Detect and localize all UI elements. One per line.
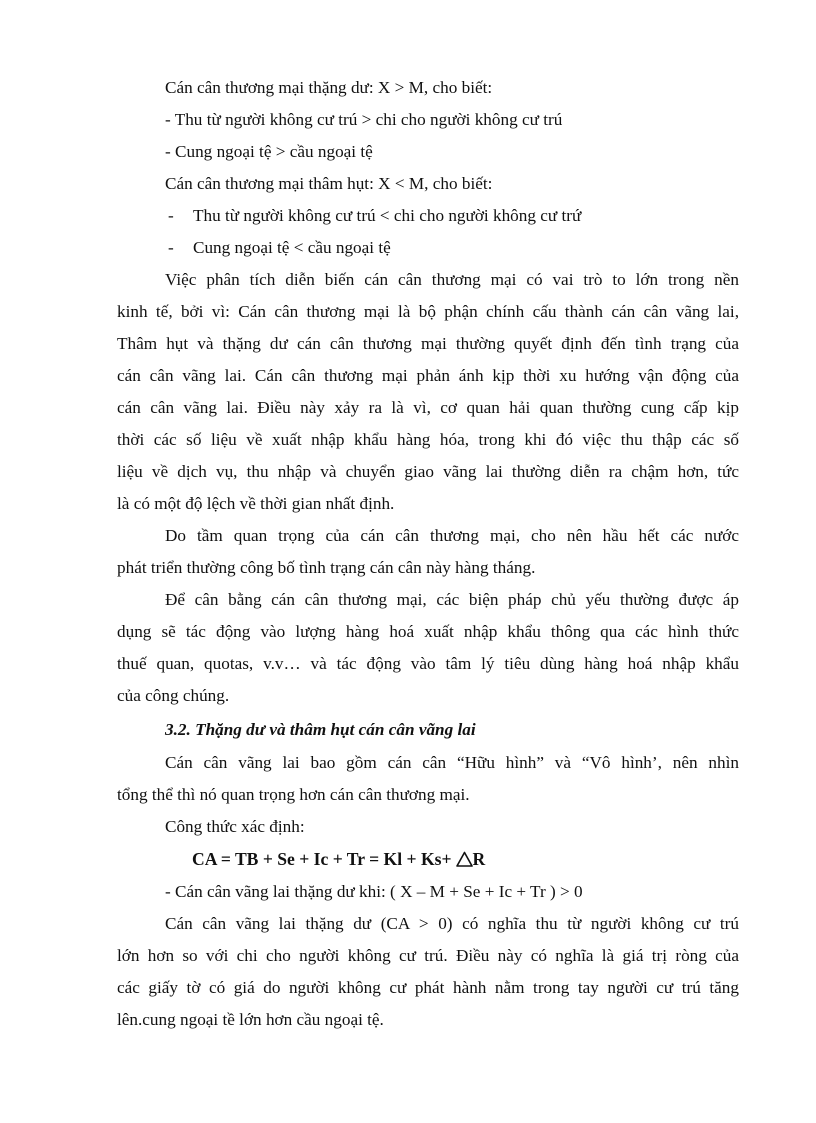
paragraph-line: kinh tế, bởi vì: Cán cân thương mại là bộ phận chính cấu thành cán cân vãng lai, (117, 302, 739, 321)
paragraph-line: dụng sẽ tác động vào lượng hàng hoá xuất nhập khẩu thông qua các hình thức (117, 622, 739, 641)
bullet-dash: - (168, 238, 174, 257)
text-line: - Cung ngoại tệ > cầu ngoại tệ (165, 142, 373, 161)
paragraph-line: cán cân vãng lai. Điều này xảy ra là vì, cơ quan hải quan thường cung cấp kịp (117, 398, 739, 417)
paragraph-line: các giấy tờ có giá do người không cư phát hành nằm trong tay người cư trú tăng (117, 978, 739, 997)
paragraph-line: liệu về dịch vụ, thu nhập và chuyển giao vãng lai thường diễn ra chậm hơn, tức (117, 462, 739, 481)
text-line: - Thu từ người không cư trú > chi cho người không cư trú (165, 110, 563, 129)
paragraph-line: Thâm hụt và thặng dư cán cân thương mại thường quyết định đến tình trạng của (117, 334, 739, 353)
paragraph-line: phát triển thường công bố tình trạng cán cân này hàng tháng. (117, 558, 536, 577)
formula-label: Công thức xác định: (165, 817, 305, 836)
paragraph-line: Do tầm quan trọng của cán cân thương mại, cho nên hầu hết các nước (165, 526, 739, 545)
formula-text: CA = TB + Se + Ic + Tr = Kl + Ks+ (192, 849, 452, 869)
formula (192, 848, 485, 872)
text-line: Cán cân thương mại thâm hụt: X < M, cho biết: (165, 174, 493, 193)
formula-end: R (472, 849, 486, 869)
paragraph-line: Cán cân vãng lai thặng dư (CA > 0) có nghĩa thu từ người không cư trú (165, 914, 739, 933)
paragraph-line: Cán cân vãng lai bao gồm cán cân “Hữu hình” và “Vô hình’, nên nhìn (165, 753, 739, 772)
paragraph-line: thời các số liệu về xuất nhập khẩu hàng hóa, trong khi đó việc thu thập các số (117, 430, 739, 449)
bullet-dash: - (168, 206, 174, 225)
delta-triangle-icon (456, 850, 473, 872)
text-line: Cung ngoại tệ < cầu ngoại tệ (193, 238, 391, 257)
text-line: Thu từ người không cư trú < chi cho người không cư trứ (193, 206, 582, 225)
section-heading: 3.2. Thặng dư và thâm hụt cán cân vãng lai (165, 720, 476, 739)
paragraph-line: Để cân bằng cán cân thương mại, các biện pháp chủ yếu thường được áp (165, 590, 739, 609)
paragraph-line: thuế quan, quotas, v.v… và tác động vào tâm lý tiêu dùng hàng hoá nhập khẩu (117, 654, 739, 673)
condition-line: - Cán cân vãng lai thặng dư khi: ( X – M + Se + Ic + Tr ) > 0 (165, 882, 583, 901)
text-line: Cán cân thương mại thặng dư: X > M, cho biết: (165, 78, 493, 97)
paragraph-line: Việc phân tích diễn biến cán cân thương mại có vai trò to lớn trong nền (165, 270, 739, 289)
paragraph-line: cán cân vãng lai. Cán cân thương mại phản ánh kịp thời xu hướng vận động của (117, 366, 739, 385)
paragraph-line: lên.cung ngoại tề lớn hơn cầu ngoại tệ. (117, 1010, 384, 1029)
paragraph-line: là có một độ lệch về thời gian nhất định. (117, 494, 395, 513)
paragraph-line: lớn hơn so với chi cho người không cư trú. Điều này có nghĩa là giá trị ròng của (117, 946, 739, 965)
paragraph-line: của công chúng. (117, 686, 230, 705)
paragraph-line: tổng thể thì nó quan trọng hơn cán cân thương mại. (117, 785, 470, 804)
